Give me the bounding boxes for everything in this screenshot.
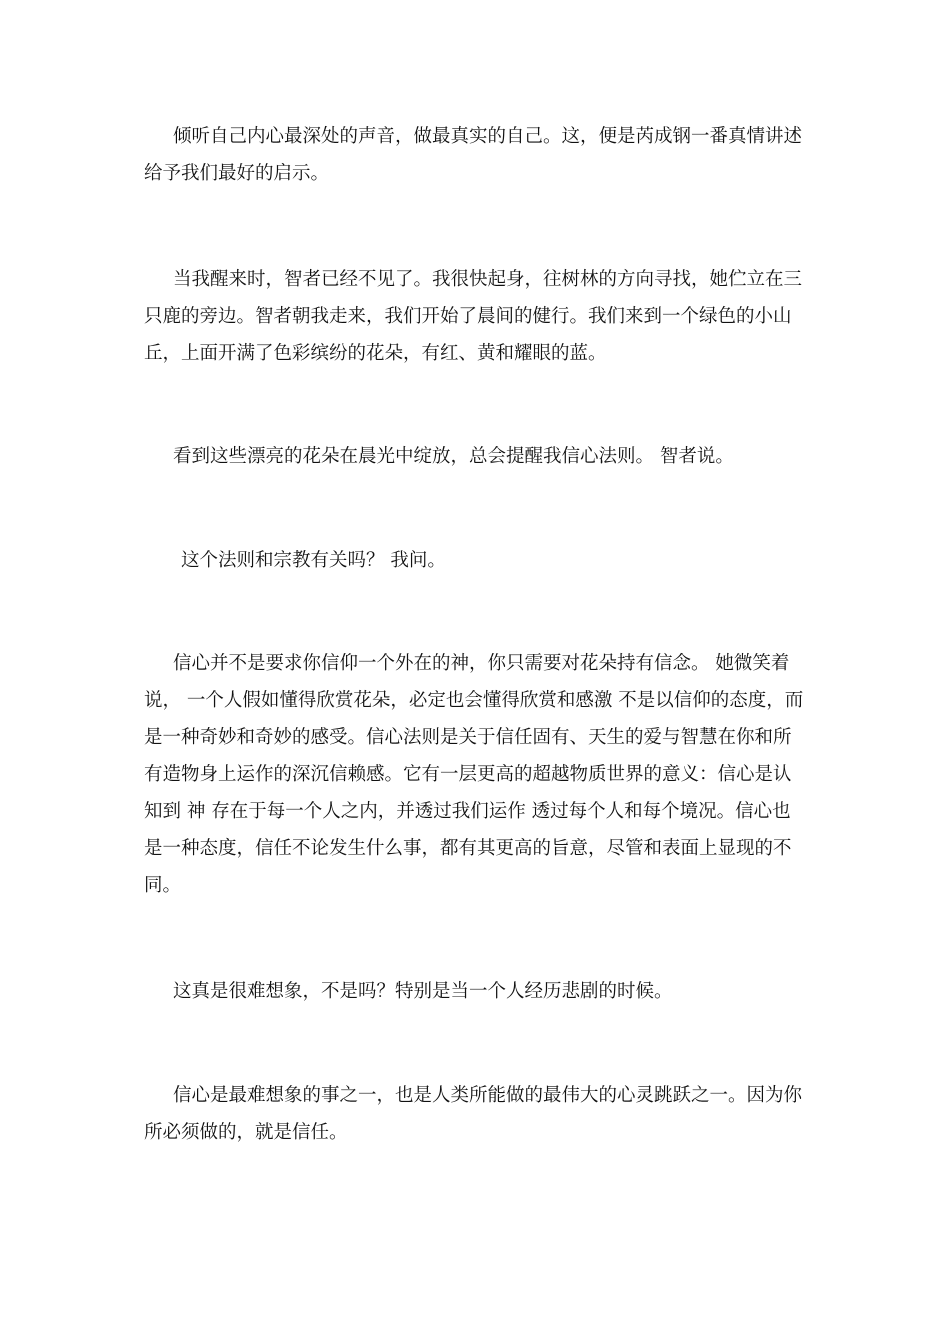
paragraph-3: 看到这些漂亮的花朵在晨光中绽放，总会提醒我信心法则。 智者说。 <box>173 446 734 467</box>
paragraph-2: 当我醒来时，智者已经不见了。我很快起身，往树林的方向寻找，她伫立在三只鹿的旁边。智者朝我走来，我们开始了晨间的健行。我们来到一个绿色的小山丘，上面开满了色彩缤纷的花朵，有红、黄和耀眼的蓝。 <box>144 269 803 364</box>
paragraph-5: 信心并不是要求你信仰一个外在的神，你只需要对花朵持有信念。 她微笑着说， 一个人假如懂得欣赏花朵，必定也会懂得欣赏和感激 不是以信仰的态度，而是一种奇妙和奇妙的感受。信心法则是关于信任固有、天生的爱与智慧在你和所有造物身上运作的深沉信赖感。它有一层更高的超越物质世界的意义：信心是认知到 神 存在于每一个人之内，并透过我们运作 透过每个人和每个境况。信心也是一种态度，信任不论发生什么事，都有其更高的旨意，尽管和表面上显现的不同。 <box>144 653 804 896</box>
paragraph-6: 这真是很难想象，不是吗？特别是当一个人经历悲剧的时候。 <box>173 981 673 1002</box>
paragraph-1: 倾听自己内心最深处的声音，做最真实的自己。这，便是芮成钢一番真情讲述给予我们最好的启示。 <box>144 126 803 184</box>
paragraph-7: 信心是最难想象的事之一，也是人类所能做的最伟大的心灵跳跃之一。因为你所必须做的，就是信任。 <box>144 1085 803 1143</box>
paragraph-4: 这个法则和宗教有关吗？ 我问。 <box>181 550 446 571</box>
